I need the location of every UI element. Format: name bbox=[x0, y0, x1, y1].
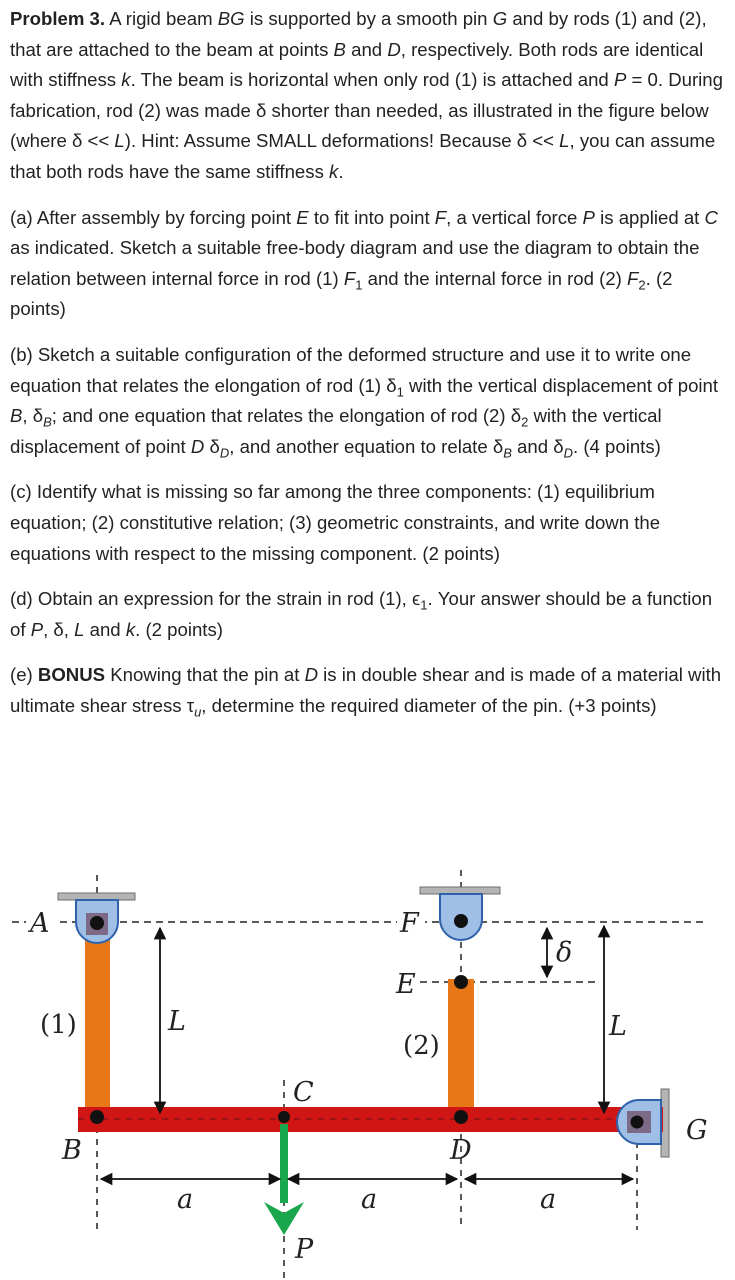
joint-c bbox=[278, 1111, 290, 1123]
pin-f bbox=[454, 914, 468, 928]
joint-d bbox=[454, 1110, 468, 1124]
beam-diagram bbox=[0, 855, 735, 1280]
label-a-dim-2: a bbox=[361, 1184, 378, 1215]
support-plate-f bbox=[420, 887, 500, 894]
force-p-shaft bbox=[280, 1124, 288, 1203]
label-l-right: L bbox=[609, 1011, 627, 1042]
pin-a bbox=[90, 916, 104, 930]
part-e: (e) BONUS Knowing that the pin at D is in double shear and is made of a material with ultimate shear stress $\tau_u$, determine the required diameter of the pin. (+3 points) bbox=[10, 664, 722, 720]
label-a-dim-3: a bbox=[540, 1184, 557, 1215]
label-p: P bbox=[295, 1234, 314, 1265]
label-d: D bbox=[450, 1135, 472, 1166]
label-rod-1: (1) bbox=[40, 1010, 77, 1040]
problem-text bbox=[10, 4, 728, 736]
label-a-dim-1: a bbox=[177, 1184, 194, 1215]
part-b: (b) Sketch a suitable configuration of the deformed structure and use it to write one equation that relates the elongation of rod (1) $\delta_1$ with the vertical displacement of point B, $\delta_B$; and one equation that relates the elongation of rod (2) $\delta_2$ with the vertical displacement of point D $\delta_D$, and another equation to relate $\delta_B$ and $\delta_D$. (4 points) bbox=[10, 343, 719, 461]
label-c: C bbox=[293, 1077, 314, 1108]
problem-intro: Problem 3. A rigid beam BG is supported by a smooth pin G and by rods (1) and (2), that are attached to the beam at points B and D, respectively. Both rods are identical with stiffness k. The beam is horizontal when only rod (1) is attached and P = 0. During fabrication, rod (2) was made δ shorter than needed, as illustrated in the figure below (where δ << L). Hint: Assume SMALL deformations! Because δ << L, you can assume that both rods have the same stiffness k. bbox=[10, 8, 723, 182]
problem-title: Problem 3. bbox=[10, 8, 106, 29]
rod-2 bbox=[448, 979, 474, 1120]
pin-g bbox=[631, 1116, 644, 1129]
label-rod-2: (2) bbox=[403, 1031, 440, 1061]
label-e: E bbox=[396, 969, 416, 1000]
label-a: A bbox=[30, 908, 50, 939]
rod-1 bbox=[85, 920, 110, 1120]
joint-b bbox=[90, 1110, 104, 1124]
force-p-arrowhead bbox=[264, 1202, 304, 1235]
joint-e bbox=[454, 975, 468, 989]
part-a: (a) After assembly by forcing point E to fit into point F, a vertical force P is applied at C as indicated. Sketch a suitable free-body diagram and use the diagram to obtain the relation between internal force in rod (1) $F_1$ and the internal force in rod (2) $F_2$. (2 points) bbox=[10, 206, 718, 320]
label-l-left: L bbox=[168, 1006, 186, 1037]
label-f: F bbox=[400, 908, 419, 939]
part-d: (d) Obtain an expression for the strain in rod (1), $\epsilon_1$. Your answer should be a function of P, δ, L and k. (2 points) bbox=[10, 588, 713, 640]
label-delta: δ bbox=[556, 937, 573, 968]
label-g: G bbox=[686, 1115, 708, 1146]
part-c: (c) Identify what is missing so far among the three components: (1) equilibrium equation; (2) constitutive relation; (3) geometric constraints, and write down the equations with respect to the missing component. (2 points) bbox=[10, 481, 661, 564]
support-plate-a bbox=[58, 893, 135, 900]
label-b: B bbox=[62, 1135, 82, 1166]
